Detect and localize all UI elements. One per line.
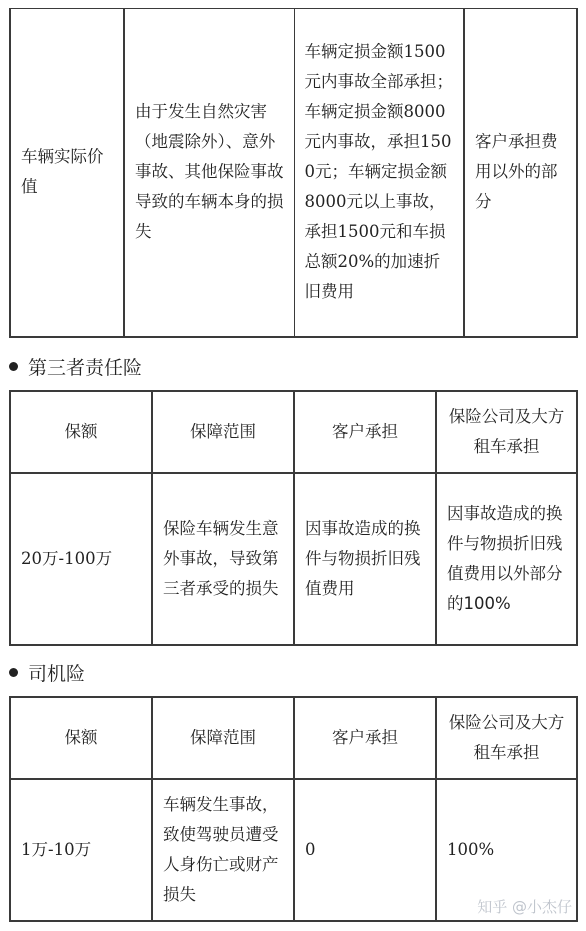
header-scope: 保障范围	[152, 697, 294, 779]
driver-insurance-table	[9, 696, 578, 922]
third-party-liability-table	[9, 390, 578, 646]
table-row	[10, 473, 577, 645]
coverage-amount-cell: 1万-10万	[10, 779, 152, 921]
table-header-row	[10, 391, 577, 473]
coverage-scope-cell: 由于发生自然灾害（地震除外）、意外事故、其他保险事故导致的车辆本身的损失	[124, 9, 294, 337]
watermark: 知乎 @小杰仔	[477, 898, 572, 916]
insurer-liability-cell: 100%	[436, 779, 577, 921]
vehicle-damage-table	[9, 8, 578, 338]
header-scope: 保障范围	[152, 391, 294, 473]
header-customer: 客户承担	[294, 391, 436, 473]
coverage-scope-cell: 车辆发生事故，致使驾驶员遭受人身伤亡或财产损失	[152, 779, 294, 921]
header-customer: 客户承担	[294, 697, 436, 779]
customer-liability-cell: 因事故造成的换件与物损折旧残值费用	[294, 473, 436, 645]
coverage-scope-cell: 保险车辆发生意外事故，导致第三者承受的损失	[152, 473, 294, 645]
table-header-row	[10, 697, 577, 779]
section-heading-third-party	[9, 356, 142, 380]
customer-liability-cell: 0	[294, 779, 436, 921]
header-amount: 保额	[10, 391, 152, 473]
bullet-icon	[9, 362, 18, 371]
bullet-icon	[9, 668, 18, 677]
section-heading-driver	[9, 662, 85, 686]
header-insurer: 保险公司及大方租车承担	[436, 697, 577, 779]
insurer-liability-cell: 因事故造成的换件与物损折旧残值费用以外部分的100%	[436, 473, 577, 645]
header-amount: 保额	[10, 697, 152, 779]
section-title: 司机险	[28, 663, 86, 685]
header-insurer: 保险公司及大方租车承担	[436, 391, 577, 473]
insurer-liability-cell: 客户承担费用以外的部分	[464, 9, 577, 337]
table-row	[10, 9, 577, 337]
section-title: 第三者责任险	[28, 357, 143, 379]
coverage-amount-cell: 20万-100万	[10, 473, 152, 645]
customer-liability-cell: 车辆定损金额1500元内事故全部承担；车辆定损金额8000元内事故，承担1500元；车辆定损金额8000元以上事故，承担1500元和车损总额20%的加速折旧费用	[294, 9, 464, 337]
coverage-amount-cell: 车辆实际价值	[10, 9, 124, 337]
